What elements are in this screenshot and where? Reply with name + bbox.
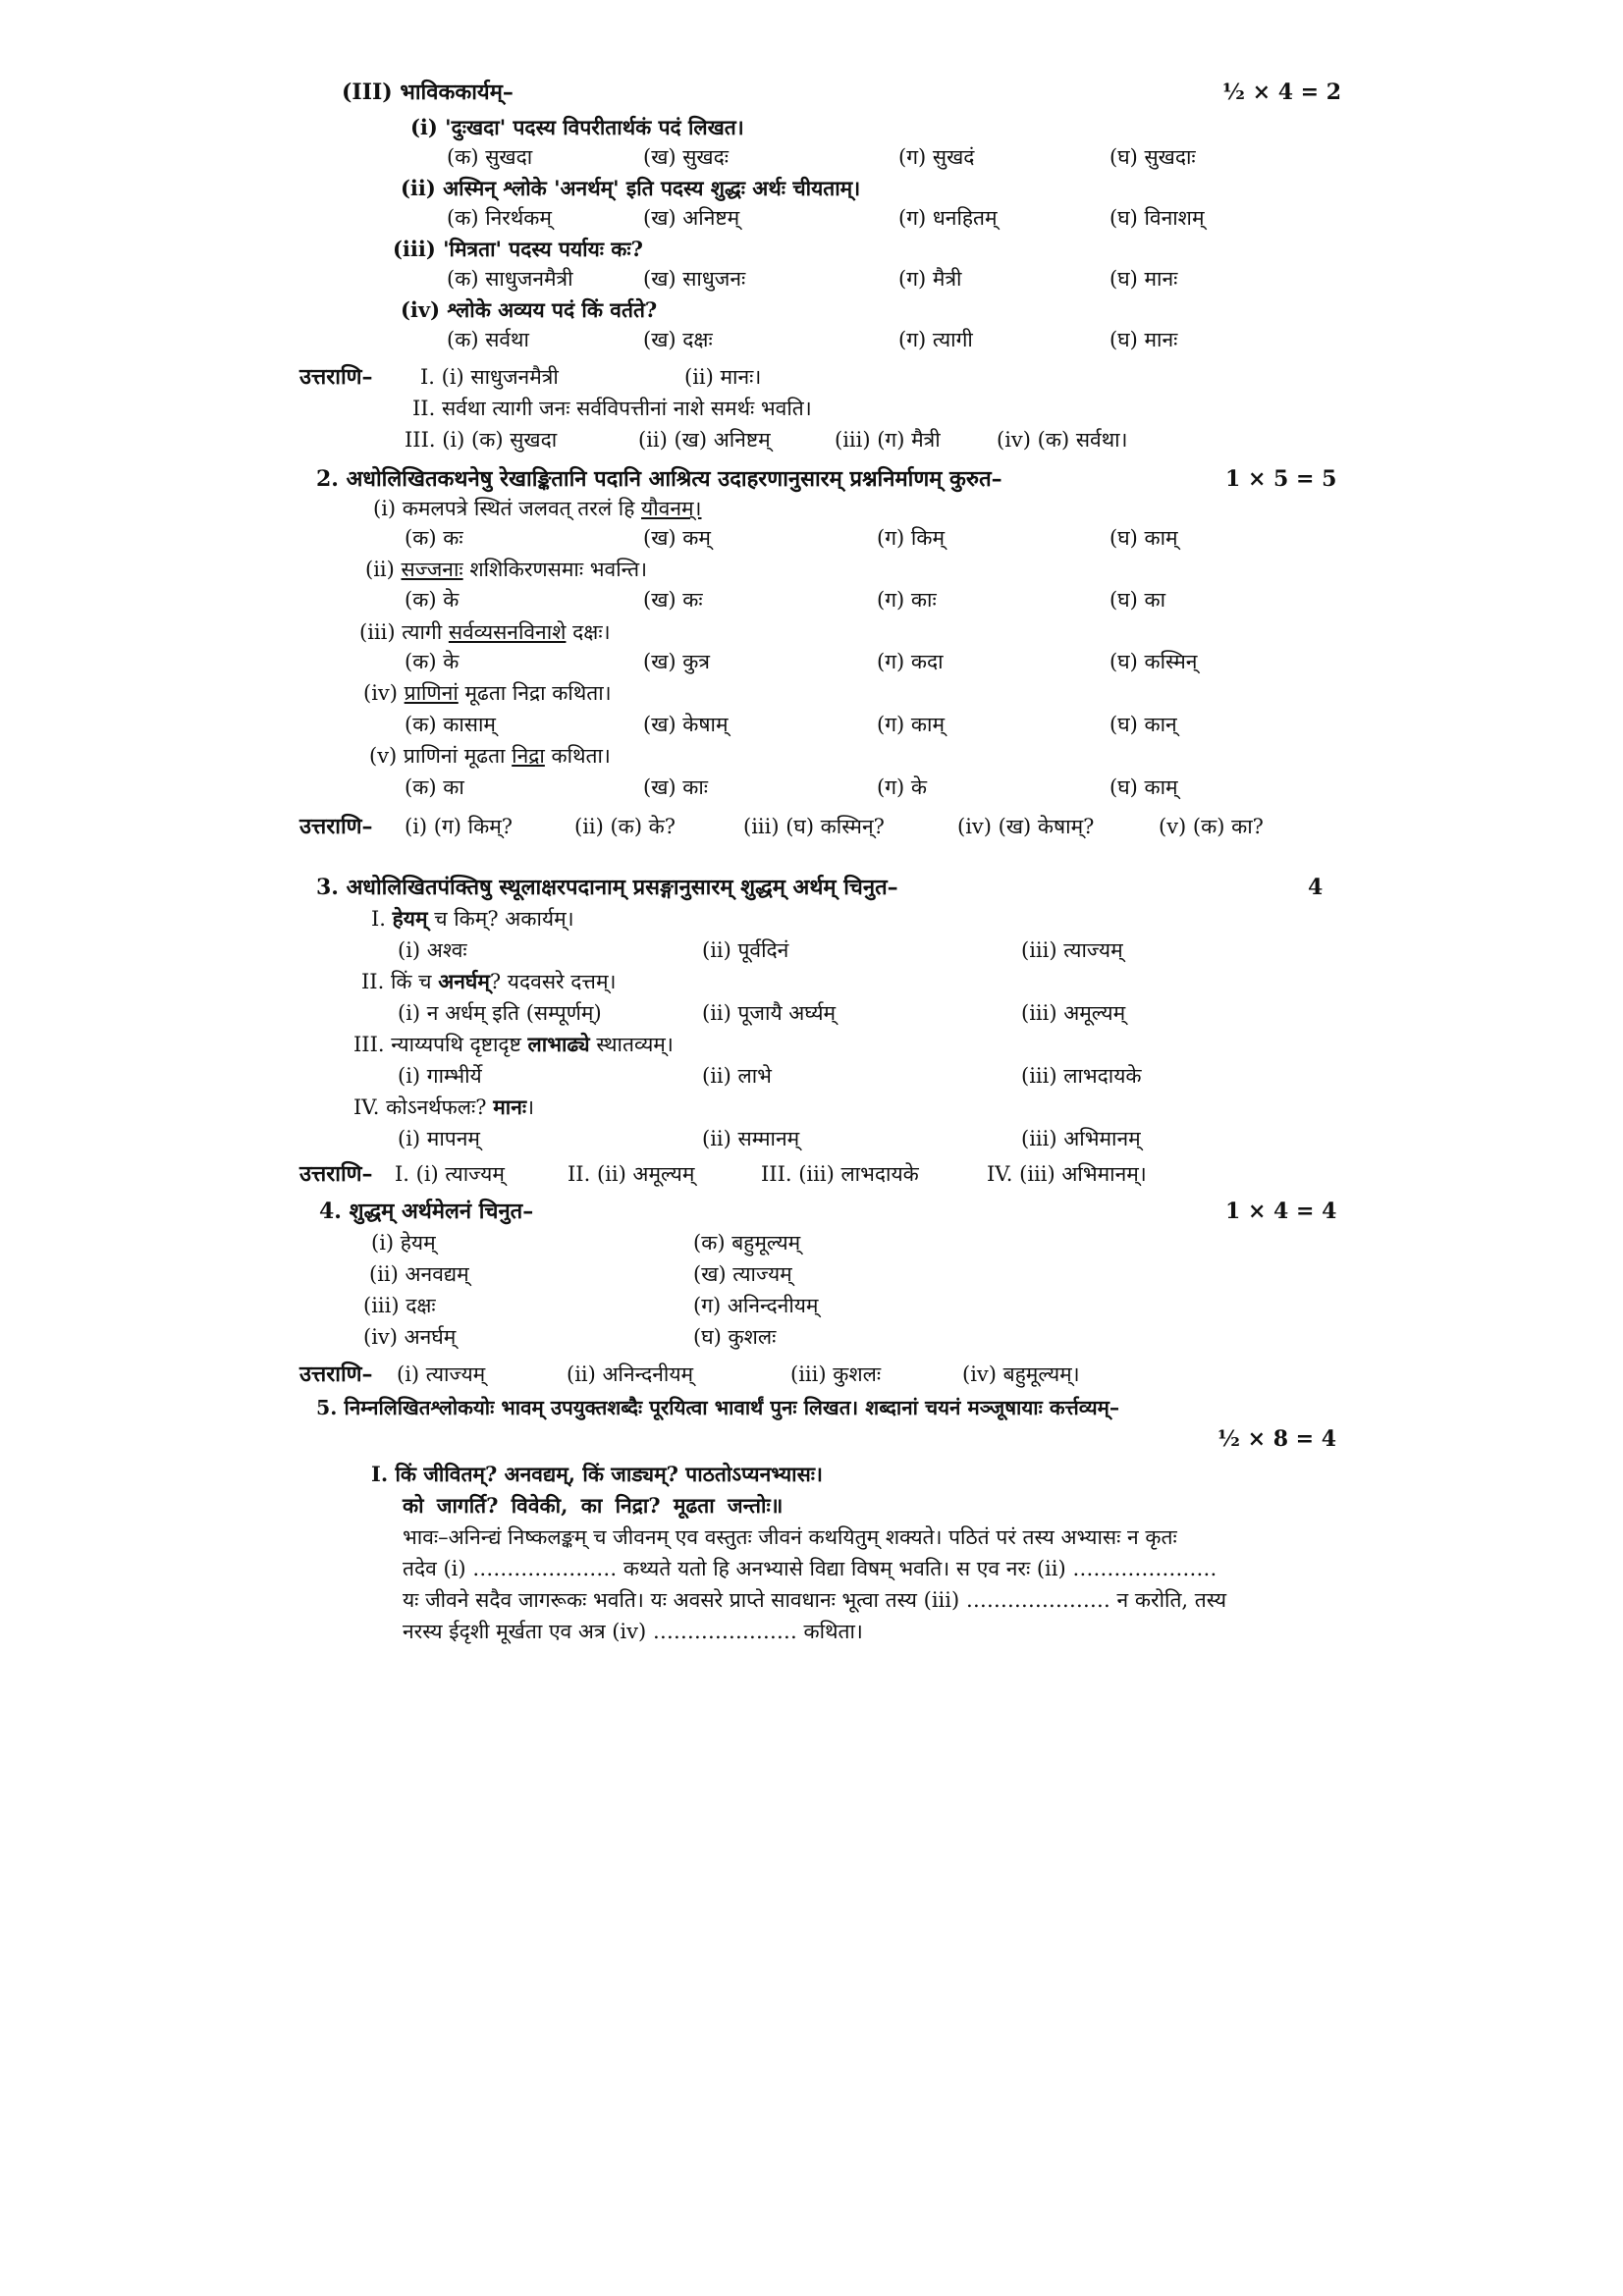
option: (क) के bbox=[405, 588, 460, 612]
q3-question: I. हेयम् च किम्? अकार्यम्। bbox=[371, 906, 574, 931]
option: (घ) कान् bbox=[1109, 713, 1177, 736]
q2-question: (ii) सज्जनाः शशिकिरणसमाः भवन्ति। bbox=[365, 558, 648, 581]
option: (iii) अमूल्यम् bbox=[1021, 1001, 1126, 1025]
option: (ग) सुखदं bbox=[898, 145, 975, 169]
option: (i) अश्वः bbox=[398, 938, 467, 962]
match-right: (घ) कुशलः bbox=[693, 1325, 777, 1349]
q2-heading: 2. अधोलिखितकथनेषु रेखाङ्कितानि पदानि आश्रित्य उदाहरणानुसारम् प्रश्ननिर्माणम् कुरुत– bbox=[316, 466, 1002, 492]
verse-line: को जागर्ति? विवेकी, का निद्रा? मूढता जन्तोः॥ bbox=[403, 1493, 784, 1518]
option: (क) कासाम् bbox=[405, 713, 496, 736]
option: (क) का bbox=[405, 775, 464, 799]
answer: I. (i) साधुजनमैत्री bbox=[420, 365, 559, 389]
answer: IV. (iii) अभिमानम्। bbox=[987, 1162, 1147, 1186]
answer: (ii) अनिन्दनीयम् bbox=[567, 1362, 694, 1386]
option: (क) साधुजनमैत्री bbox=[447, 267, 573, 291]
option: (ग) काम् bbox=[877, 713, 946, 736]
answer: II. (ii) अमूल्यम् bbox=[568, 1162, 695, 1186]
option: (ख) कुत्र bbox=[643, 650, 710, 673]
q3-marks: 4 bbox=[1308, 875, 1324, 900]
section-iii-heading: (III) भाविककार्यम्– bbox=[342, 80, 514, 105]
option: (घ) कस्मिन् bbox=[1109, 650, 1198, 673]
option: (ii) लाभे bbox=[702, 1064, 772, 1088]
q3-heading: 3. अधोलिखितपंक्तिषु स्थूलाक्षरपदानाम् प्रसङ्गानुसारम् शुद्धम् अर्थम् चिनुत– bbox=[316, 875, 898, 900]
answer: (iii) (घ) कस्मिन्? bbox=[743, 815, 885, 838]
match-left: (iv) अनर्घम् bbox=[363, 1325, 457, 1349]
answer: I. (i) त्याज्यम् bbox=[395, 1162, 505, 1186]
section-iii-q4: (iv) श्लोके अव्यय पदं किं वर्तते? bbox=[401, 297, 658, 322]
bhava-line: यः जीवने सदैव जागरूकः भवति। यः अवसरे प्राप्ते सावधानः भूत्वा तस्य (iii) ………………… न करोति, तस्य bbox=[403, 1588, 1227, 1612]
option: (ख) केषाम् bbox=[643, 713, 729, 736]
answer: (i) (ग) किम्? bbox=[405, 815, 514, 838]
q5-marks: ½ × 8 = 4 bbox=[1217, 1426, 1337, 1452]
q3-question: III. न्याय्यपथि दृष्टादृष्ट लाभाढ्ये स्थातव्यम्। bbox=[353, 1032, 674, 1056]
bhava-paragraph bbox=[403, 1522, 1316, 1647]
option: (ख) सुखदः bbox=[643, 145, 730, 169]
option: (ख) काः bbox=[643, 775, 709, 799]
match-right: (ख) त्याज्यम् bbox=[693, 1262, 792, 1286]
option: (घ) मानः bbox=[1109, 328, 1178, 351]
q2-question: (iii) त्यागी सर्वव्यसनविनाशे दक्षः। bbox=[359, 620, 611, 644]
answer: (ii) (ख) अनिष्टम् bbox=[638, 428, 771, 452]
section-iii-q3: (iii) 'मित्रता' पदस्य पर्यायः कः? bbox=[393, 237, 643, 261]
option: (क) सर्वथा bbox=[447, 328, 529, 351]
answer: (iii) (ग) मैत्री bbox=[835, 428, 941, 452]
option: (ग) किम् bbox=[877, 526, 946, 550]
option: (क) निरर्थकम् bbox=[447, 206, 552, 230]
option: (ग) के bbox=[877, 775, 928, 799]
option: (ii) सम्मानम् bbox=[702, 1127, 800, 1150]
option: (घ) मानः bbox=[1109, 267, 1178, 291]
q3-question: II. किं च अनर्घम्? यदवसरे दत्तम्। bbox=[361, 969, 617, 993]
answers-label: उत्तराणि– bbox=[299, 364, 373, 390]
answers-label: उत्तराणि– bbox=[299, 814, 373, 839]
match-right: (क) बहुमूल्यम् bbox=[693, 1231, 801, 1255]
option: (iii) अभिमानम् bbox=[1021, 1127, 1141, 1150]
option: (i) गाम्भीर्ये bbox=[398, 1064, 482, 1088]
q3-question: IV. कोऽनर्थफलः? मानः। bbox=[353, 1095, 535, 1119]
match-left: (ii) अनवद्यम् bbox=[369, 1262, 469, 1286]
match-right: (ग) अनिन्दनीयम् bbox=[693, 1294, 819, 1317]
q5-heading: 5. निम्नलिखितश्लोकयोः भावम् उपयुक्तशब्दैः पूरयित्वा भावार्थं पुनः लिखत। शब्दानां चयनं मञ्जूषायाः कर्त्तव्यम्– bbox=[316, 1396, 1120, 1419]
answer: (iv) बहुमूल्यम्। bbox=[962, 1362, 1080, 1386]
bhava-line: भावः–अनिन्द्यं निष्कलङ्कम् च जीवनम् एव वस्तुतः जीवनं कथयितुम् शक्यते। पठितं परं तस्य अभ्यासः न कृतः bbox=[403, 1525, 1177, 1549]
match-left: (iii) दक्षः bbox=[363, 1294, 436, 1317]
section-iii-marks: ½ × 4 = 2 bbox=[1222, 80, 1342, 105]
option: (ग) त्यागी bbox=[898, 328, 973, 351]
option: (ख) अनिष्टम् bbox=[643, 206, 740, 230]
q4-heading: 4. शुद्धम् अर्थमेलनं चिनुत– bbox=[319, 1199, 534, 1224]
match-left: (i) हेयम् bbox=[371, 1231, 436, 1255]
q2-question: (v) प्राणिनां मूढता निद्रा कथिता। bbox=[369, 744, 611, 768]
option: (घ) विनाशम् bbox=[1109, 206, 1205, 230]
option: (घ) सुखदाः bbox=[1109, 145, 1196, 169]
option: (ii) पूर्वदिनं bbox=[702, 938, 789, 962]
option: (ख) कम् bbox=[643, 526, 711, 550]
option: (iii) त्याज्यम् bbox=[1021, 938, 1123, 962]
verse-line: I. किं जीवितम्? अनवद्यम्, किं जाड्यम्? पाठतोऽप्यनभ्यासः। bbox=[371, 1462, 823, 1486]
q2-question: (i) कमलपत्रे स्थितं जलवत् तरलं हि यौवनम्। bbox=[373, 497, 702, 520]
option: (ii) पूजायै अर्घ्यम् bbox=[702, 1001, 837, 1025]
option: (ग) कदा bbox=[877, 650, 944, 673]
answer: III. (iii) लाभदायके bbox=[761, 1162, 919, 1186]
option: (ग) काः bbox=[877, 588, 937, 612]
section-iii-q1: (i) 'दुःखदा' पदस्य विपरीतार्थकं पदं लिखत। bbox=[410, 115, 744, 139]
answers-label: उत्तराणि– bbox=[299, 1362, 373, 1387]
answer: (i) त्याज्यम् bbox=[397, 1362, 486, 1386]
answers-label: उत्तराणि– bbox=[299, 1161, 373, 1187]
option: (ख) कः bbox=[643, 588, 703, 612]
option: (क) सुखदा bbox=[447, 145, 533, 169]
option: (i) मापनम् bbox=[398, 1127, 480, 1150]
option: (i) न अर्धम् इति (सम्पूर्णम्) bbox=[398, 1001, 602, 1025]
answer: (ii) मानः। bbox=[684, 365, 762, 389]
q2-question: (iv) प्राणिनां मूढता निद्रा कथिता। bbox=[363, 681, 612, 705]
q2-marks: 1 × 5 = 5 bbox=[1225, 466, 1337, 492]
section-iii-q2: (ii) अस्मिन् श्लोके 'अनर्थम्' इति पदस्य शुद्धः अर्थः चीयताम्। bbox=[401, 176, 861, 200]
answer: II. सर्वथा त्यागी जनः सर्वविपत्तीनां नाशे समर्थः भवति। bbox=[412, 397, 812, 420]
answer: (iii) कुशलः bbox=[790, 1362, 882, 1386]
bhava-line: तदेव (i) ………………… कथ्यते यतो हि अनभ्यासे विद्या विषम् भवति। स एव नरः (ii) ………………… bbox=[403, 1557, 1217, 1580]
option: (ग) मैत्री bbox=[898, 267, 962, 291]
option: (घ) काम् bbox=[1109, 526, 1178, 550]
q4-marks: 1 × 4 = 4 bbox=[1225, 1199, 1337, 1224]
option: (क) के bbox=[405, 650, 460, 673]
option: (घ) का bbox=[1109, 588, 1166, 612]
answer: (ii) (क) के? bbox=[574, 815, 676, 838]
option: (ग) धनहितम् bbox=[898, 206, 998, 230]
answer: (iv) (ख) केषाम्? bbox=[957, 815, 1095, 838]
answer: III. (i) (क) सुखदा bbox=[405, 428, 558, 452]
option: (ख) साधुजनः bbox=[643, 267, 746, 291]
bhava-line: नरस्य ईदृशी मूर्खता एव अत्र (iv) ………………… कथिता। bbox=[403, 1620, 863, 1643]
option: (ख) दक्षः bbox=[643, 328, 713, 351]
option: (क) कः bbox=[405, 526, 463, 550]
answer: (v) (क) का? bbox=[1159, 815, 1264, 838]
answer: (iv) (क) सर्वथा। bbox=[997, 428, 1128, 452]
option: (iii) लाभदायके bbox=[1021, 1064, 1142, 1088]
option: (घ) काम् bbox=[1109, 775, 1178, 799]
